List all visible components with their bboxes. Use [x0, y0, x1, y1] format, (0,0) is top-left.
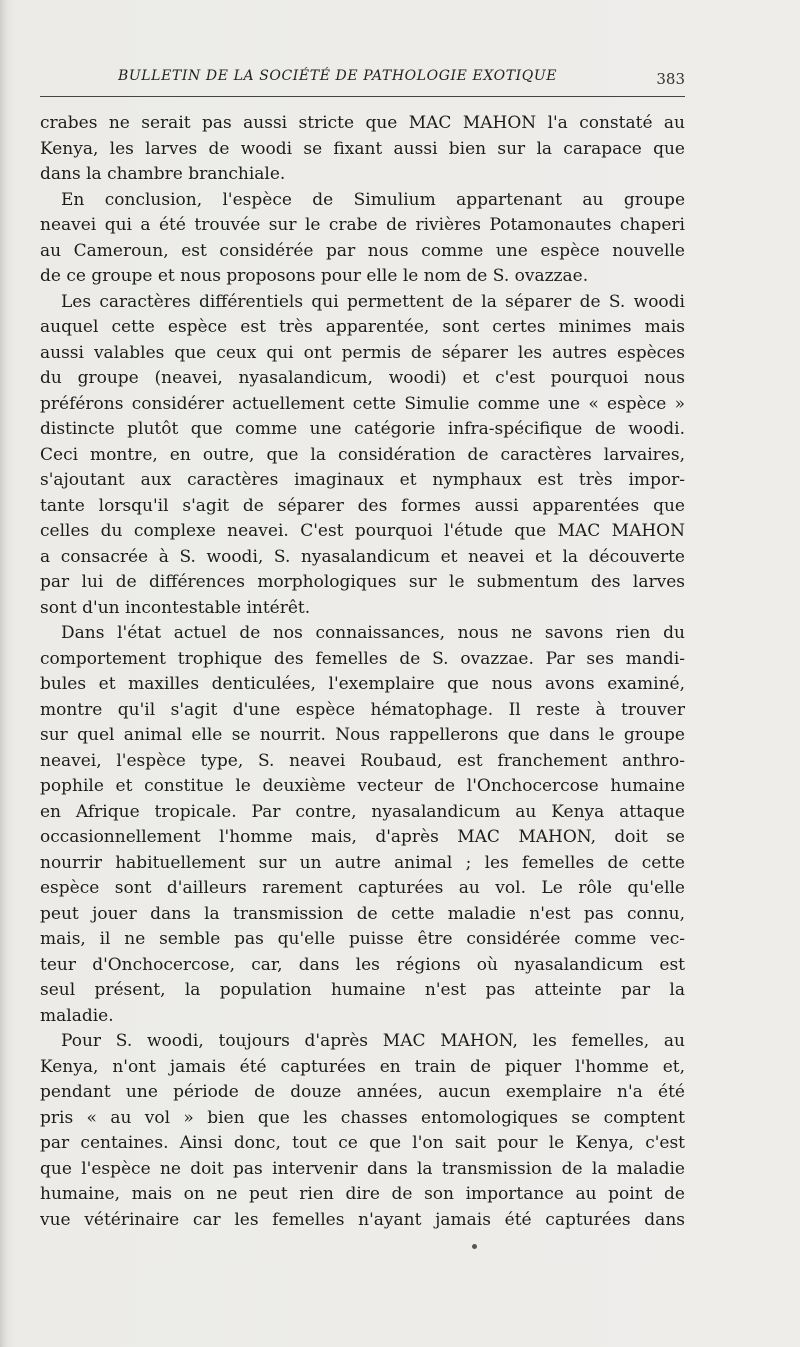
text-line: en Afrique tropicale. Par contre, nyasalandicum au Kenya attaque: [40, 801, 685, 822]
text-line: sur quel animal elle se nourrit. Nous rappellerons que dans le groupe: [40, 725, 685, 745]
text-line: pendant une période de douze années, aucun exemplaire n'a été: [40, 1082, 685, 1102]
text-line: s'ajoutant aux caractères imaginaux et nymphaux est très impor-: [40, 470, 685, 490]
text-line: nourrir habituellement sur un autre animal ; les femelles de cette: [40, 852, 685, 873]
text-line: préférons considérer actuellement cette Simulie comme une « espèce »: [40, 393, 685, 414]
text-line: celles du complexe neavei. C'est pourquoi l'étude que MAC MAHON: [40, 521, 685, 541]
text-line: Pour S. woodi, toujours d'après MAC MAHON, les femelles, au: [61, 1031, 685, 1051]
text-line: par centaines. Ainsi donc, tout ce que l'on sait pour le Kenya, c'est: [40, 1133, 685, 1153]
text-line: espèce sont d'ailleurs rarement capturées au vol. Le rôle qu'elle: [40, 878, 685, 898]
text-line: Les caractères différentiels qui permettent de la séparer de S. woodi: [61, 291, 685, 312]
page-number: 383: [656, 70, 685, 88]
text-line: Kenya, les larves de woodi se fixant aussi bien sur la carapace que: [40, 138, 685, 159]
body-text: [40, 111, 685, 1233]
page-header: [40, 68, 685, 92]
running-title: BULLETIN DE LA SOCIÉTÉ DE PATHOLOGIE EXOTIQUE: [118, 68, 558, 84]
text-line: sont d'un incontestable intérêt.: [40, 597, 311, 618]
text-line: Kenya, n'ont jamais été capturées en train de piquer l'homme et,: [40, 1056, 685, 1077]
text-line: de ce groupe et nous proposons pour elle le nom de S. ovazzae.: [40, 266, 589, 286]
text-line: par lui de différences morphologiques sur le submentum des larves: [40, 572, 685, 592]
text-line: montre qu'il s'agit d'une espèce hématophage. Il reste à trouver: [40, 699, 685, 720]
text-line: du groupe (neavei, nyasalandicum, woodi) et c'est pourquoi nous: [40, 368, 685, 388]
footer-dot: [472, 1244, 477, 1249]
text-line: teur d'Onchocercose, car, dans les régions où nyasalandicum est: [40, 954, 685, 975]
text-line: neavei qui a été trouvée sur le crabe de rivières Potamonautes chaperi: [40, 215, 685, 235]
text-line: En conclusion, l'espèce de Simulium appartenant au groupe: [61, 189, 685, 210]
header-rule: [40, 96, 685, 97]
text-line: pris « au vol » bien que les chasses entomologiques se comptent: [40, 1107, 685, 1128]
text-line: Ceci montre, en outre, que la considération de caractères larvaires,: [40, 444, 685, 465]
text-line: au Cameroun, est considérée par nous comme une espèce nouvelle: [40, 240, 685, 261]
text-line: distincte plutôt que comme une catégorie infra-spécifique de woodi.: [40, 419, 685, 439]
text-line: auquel cette espèce est très apparentée, sont certes minimes mais: [40, 317, 685, 337]
text-line: aussi valables que ceux qui ont permis de séparer les autres espèces: [40, 342, 685, 363]
text-line: pophile et constitue le deuxième vecteur de l'Onchocercose humaine: [40, 776, 685, 796]
text-line: humaine, mais on ne peut rien dire de son importance au point de: [40, 1184, 685, 1204]
text-line: maladie.: [40, 1005, 114, 1026]
text-line: occasionnellement l'homme mais, d'après MAC MAHON, doit se: [40, 827, 685, 847]
text-line: vue vétérinaire car les femelles n'ayant jamais été capturées dans: [40, 1209, 685, 1230]
text-line: neavei, l'espèce type, S. neavei Roubaud, est franchement anthro-: [40, 750, 685, 771]
text-line: mais, il ne semble pas qu'elle puisse être considérée comme vec-: [40, 929, 685, 949]
text-line: a consacrée à S. woodi, S. nyasalandicum et neavei et la découverte: [40, 546, 685, 567]
text-line: comportement trophique des femelles de S. ovazzae. Par ses mandi-: [40, 648, 685, 669]
text-line: Dans l'état actuel de nos connaissances, nous ne savons rien du: [61, 623, 685, 643]
text-line: bules et maxilles denticulées, l'exemplaire que nous avons examiné,: [40, 674, 685, 694]
text-line: que l'espèce ne doit pas intervenir dans la transmission de la maladie: [40, 1158, 685, 1179]
text-line: seul présent, la population humaine n'est pas atteinte par la: [40, 980, 685, 1000]
text-line: crabes ne serait pas aussi stricte que MAC MAHON l'a constaté au: [40, 113, 685, 133]
text-line: tante lorsqu'il s'agit de séparer des formes aussi apparentées que: [40, 495, 685, 516]
text-line: peut jouer dans la transmission de cette maladie n'est pas connu,: [40, 903, 685, 924]
text-line: dans la chambre branchiale.: [40, 164, 286, 184]
